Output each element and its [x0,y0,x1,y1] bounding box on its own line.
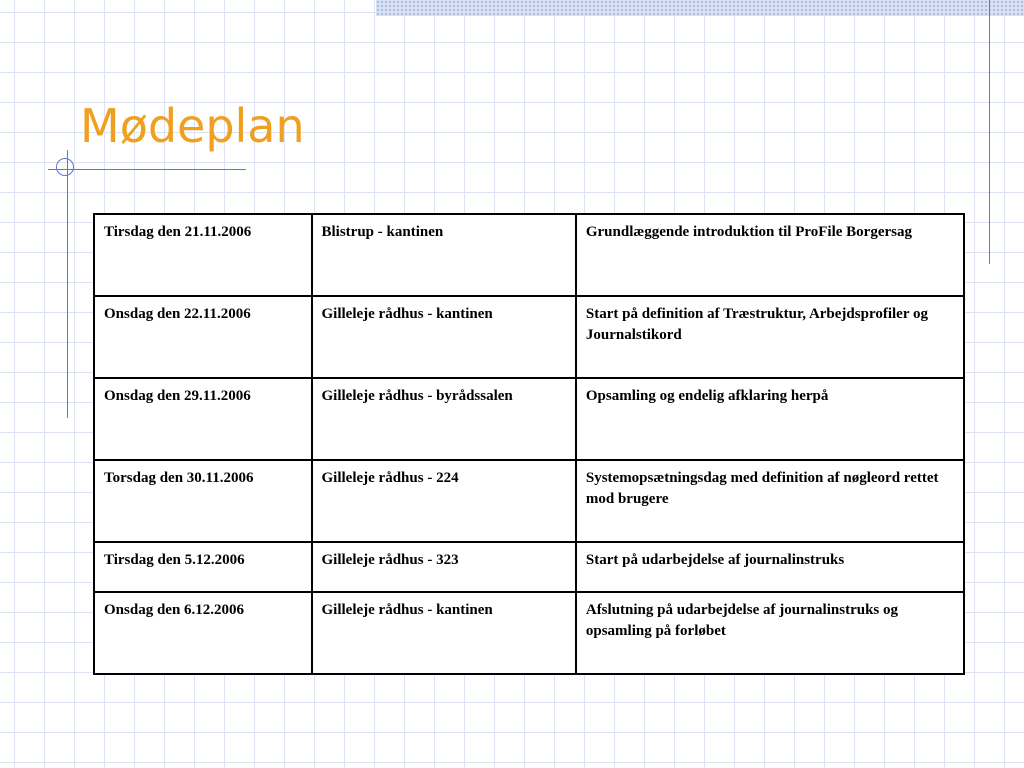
date-cell: Tirsdag den 21.11.2006 [94,214,312,296]
date-cell: Onsdag den 22.11.2006 [94,296,312,378]
date-cell: Onsdag den 6.12.2006 [94,592,312,674]
decorative-circle-icon [56,158,74,176]
table-row [94,378,964,460]
table-row [94,296,964,378]
date-cell: Tirsdag den 5.12.2006 [94,542,312,592]
date-cell: Onsdag den 29.11.2006 [94,378,312,460]
topic-cell: Start på definition af Træstruktur, Arbejdsprofiler og Journalstikord [576,296,964,378]
topic-cell: Afslutning på udarbejdelse af journalinstruks og opsamling på forløbet [576,592,964,674]
decorative-vertical-line-right [989,0,990,264]
table-row [94,542,964,592]
topic-cell: Systemopsætningsdag med definition af nøgleord rettet mod brugere [576,460,964,542]
location-cell: Gilleleje rådhus - kantinen [312,592,576,674]
decorative-title-underline [48,169,246,170]
topic-cell: Grundlæggende introduktion til ProFile Borgersag [576,214,964,296]
decorative-vertical-line-left [67,150,68,418]
location-cell: Blistrup - kantinen [312,214,576,296]
table-row [94,460,964,542]
table-row [94,592,964,674]
decorative-top-band [376,0,1024,16]
location-cell: Gilleleje rådhus - 224 [312,460,576,542]
location-cell: Gilleleje rådhus - byrådssalen [312,378,576,460]
location-cell: Gilleleje rådhus - kantinen [312,296,576,378]
location-cell: Gilleleje rådhus - 323 [312,542,576,592]
topic-cell: Opsamling og endelig afklaring herpå [576,378,964,460]
date-cell: Torsdag den 30.11.2006 [94,460,312,542]
table-row [94,214,964,296]
meeting-schedule-table [93,213,965,675]
topic-cell: Start på udarbejdelse af journalinstruks [576,542,964,592]
page-title: Mødeplan [80,99,305,153]
